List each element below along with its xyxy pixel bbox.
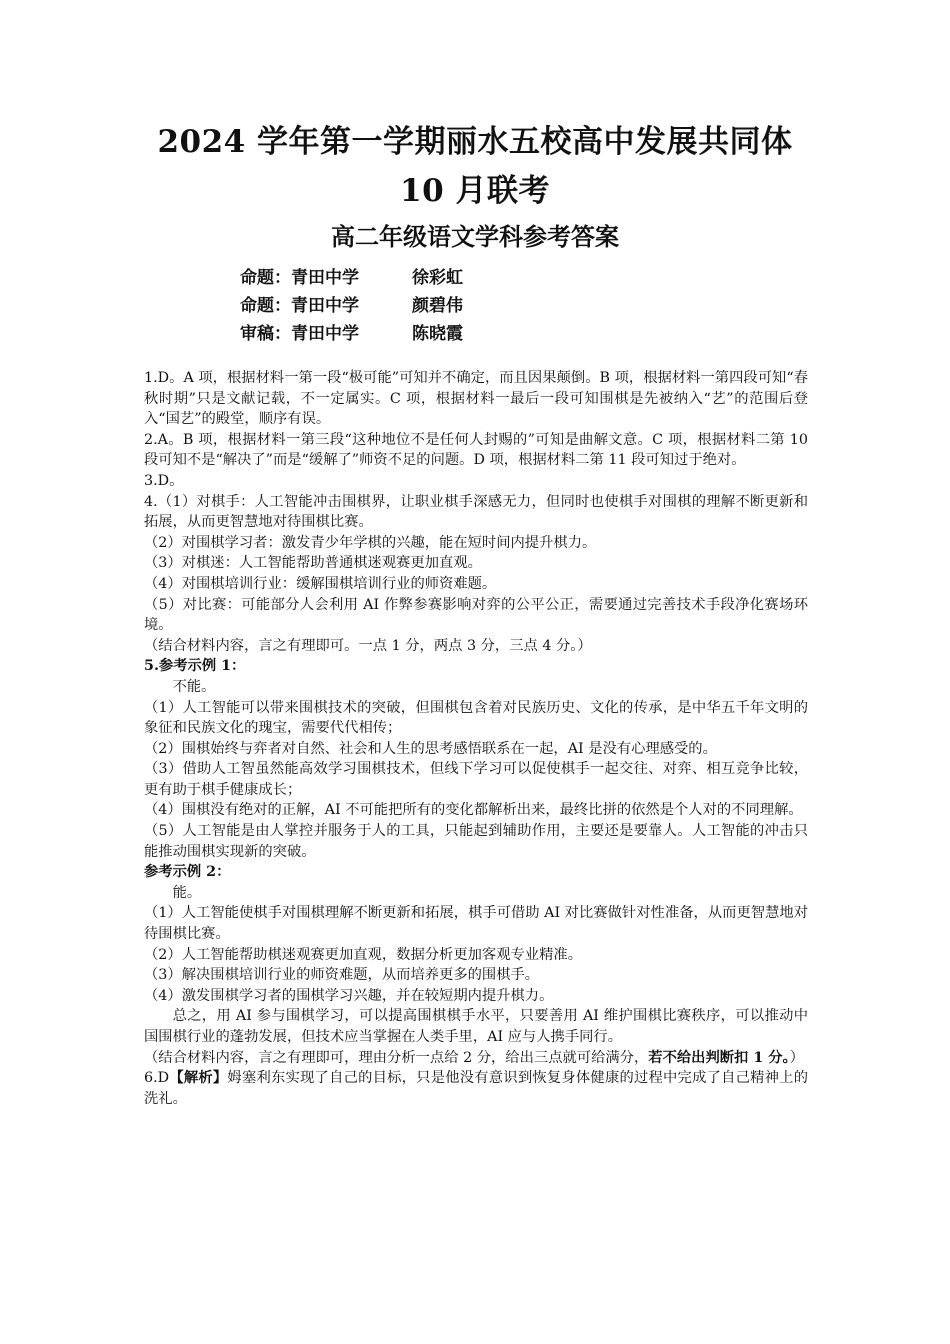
answer-q2: 2.A。B 项，根据材料一第三段“这种地位不是任何人封赐的”可知是曲解文意。C 项，根据材料二第 10 段可知不是“解决了”而是“缓解了”师资不足的问题。D 项，根据材料二第 11 段可知过于绝对。 (144, 431, 808, 469)
credit-name: 陈晓霞 (412, 324, 463, 344)
q6-prefix: 6.D (144, 1070, 170, 1087)
exam-title: 2024 学年第一学期丽水五校高中发展共同体 10 月联考 (157, 124, 793, 209)
answer-q3: 3.D。 (144, 472, 184, 489)
answer-q5-point: （5）人工智能是由人掌控并服务于人的工具，只能起到辅助作用，主要还是要靠人。人工智能的冲击只能推动围棋实现新的突破。 (144, 823, 808, 860)
credit-role: 命题：青田中学 (240, 296, 359, 316)
answer-q4-line: （5）对比赛：可能部分人会利用 AI 作弊参赛影响对弈的公平公正，需要通过完善技术手段净化赛场环境。 (144, 596, 808, 634)
answer-q5-point: （3）解决围棋培训行业的师资难题，从而培养更多的围棋手。 (144, 967, 540, 984)
answer-q5-point: （4）围棋没有绝对的正解，AI 不可能把所有的变化都解析出来，最终比拼的依然是个人对的不同理解。 (144, 802, 803, 819)
exam-subtitle: 高二年级语文学科参考答案 (331, 223, 619, 251)
credit-line (240, 292, 463, 320)
credit-role: 命题：青田中学 (240, 268, 359, 288)
answer-q4-line: 4.（1）对棋手：人工智能冲击围棋界，让职业棋手深感无力，但同时也使棋手对围棋的理解不断更新和拓展，从而更智慧地对待围棋比赛。 (144, 493, 808, 531)
answer-q5-scoring (144, 1048, 808, 1069)
answer-q1: 1.D。A 项，根据材料一第一段“极可能”可知并不确定，而且因果颠倒。B 项，根据材料一第四段可知“春秋时期”只是文献记载，不一定属实。C 项，根据材料一最后一段可知围棋是先被纳入“艺”的范围后登入“国艺”的殿堂，顺序有误。 (144, 370, 808, 428)
answer-q5-summary: 总之，用 AI 参与围棋学习，可以提高围棋棋手水平，只要善用 AI 维护围棋比赛秩序，可以推动中国围棋行业的蓬勃发展，但技术应当掌握在人类手里，AI 应与人携手同行。 (144, 1008, 808, 1045)
q6-tag: 【解析】 (169, 1070, 228, 1087)
answer-q5-point: （4）激发围棋学习者的围棋学习兴趣，并在较短期内提升棋力。 (144, 987, 554, 1004)
answer-q4-line: （2）对围棋学习者：激发青少年学棋的兴趣，能在短时间内提升棋力。 (144, 534, 597, 551)
scoring-normal: （结合材料内容，言之有理即可，理由分析一点给 2 分，给出三点就可给满分， (144, 1049, 649, 1066)
scoring-bold: 若不给出判断扣 1 分。 (648, 1049, 790, 1066)
credit-line (240, 320, 463, 348)
answer-q4-scoring: （结合材料内容，言之有理即可。一点 1 分，两点 3 分，三点 4 分。） (144, 637, 592, 654)
answer-q5-point: （2）人工智能帮助棋迷观赛更加直观，数据分析更加客观专业精准。 (144, 946, 582, 963)
scoring-end: ） (789, 1049, 805, 1066)
answer-q5-point: （1）人工智能使棋手对围棋理解不断更新和拓展，棋手可借助 AI 对比赛做针对性准备，从而更智慧地对待围棋比赛。 (144, 905, 808, 943)
credit-name: 徐彩虹 (412, 268, 463, 288)
answer-q4-line: （3）对棋迷：人工智能帮助普通棋迷观赛更加直观。 (144, 555, 482, 572)
credit-line (240, 264, 463, 292)
credit-name: 颜碧伟 (412, 296, 463, 316)
q6-text: 姆塞利东实现了自己的目标，只是他没有意识到恢复身体健康的过程中完成了自己精神上的洗礼。 (144, 1070, 809, 1107)
answer-q5-example2-label: 参考示例 2： (144, 864, 231, 881)
answer-q5-example2-stance: 能。 (172, 884, 202, 901)
answer-q5-point: （3）借助人工智虽然能高效学习围棋技术，但线下学习可以促使棋手一起交往、对弈、相互竞争比较，更有助于棋手健康成长； (144, 761, 808, 798)
answer-q4-line: （4）对围棋培训行业：缓解围棋培训行业的师资难题。 (144, 575, 497, 592)
credit-role: 审稿：青田中学 (240, 324, 359, 344)
answer-q6 (144, 1068, 808, 1109)
answer-q5-point: （1）人工智能可以带来围棋技术的突破，但围棋包含着对民族历史、文化的传承，是中华五千年文明的象征和民族文化的瑰宝，需要代代相传； (144, 699, 808, 737)
credits-block (240, 264, 463, 348)
answer-q5-example1-label: 5.参考示例 1： (144, 658, 246, 675)
answer-body (144, 368, 808, 1109)
answer-q5-example1-stance: 不能。 (172, 678, 216, 695)
answer-q5-point: （2）围棋始终与弈者对自然、社会和人生的思考感悟联系在一起，AI 是没有心理感受的。 (144, 740, 717, 757)
